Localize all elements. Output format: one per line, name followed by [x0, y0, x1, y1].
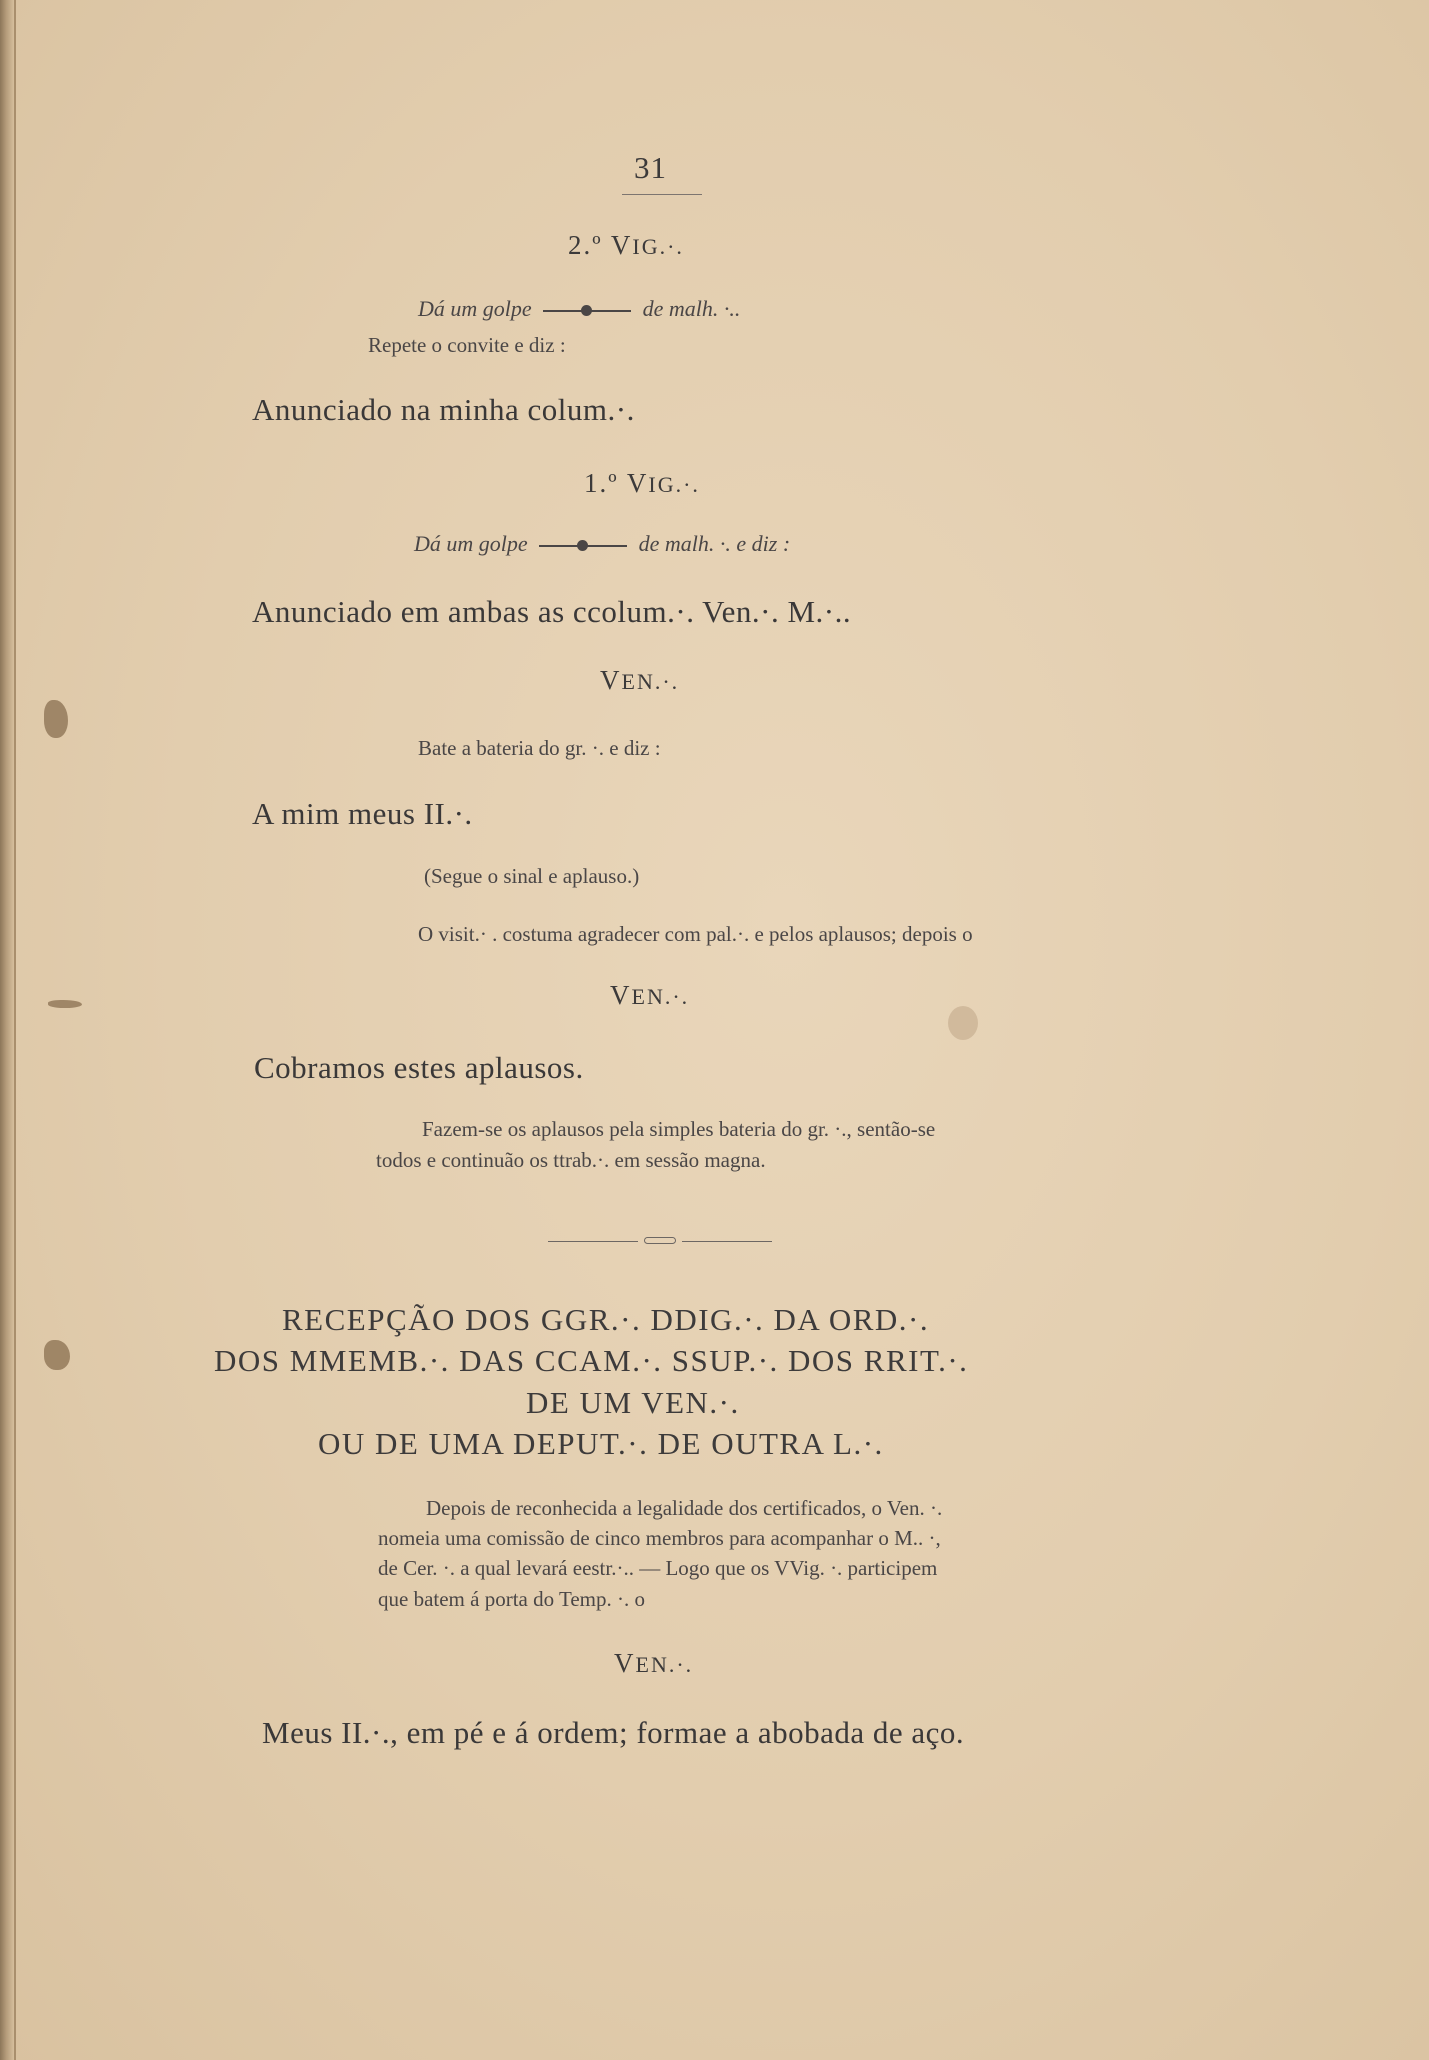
paper-tear-mark: [44, 1340, 70, 1370]
section-heading-line-3: DE UM VEN.·.: [526, 1385, 740, 1420]
stage-direction-golpe-2: [414, 531, 790, 557]
binding-edge: [14, 0, 16, 2060]
speaker-suffix: EN.·.: [631, 984, 690, 1009]
stage-direction-depois-line-2: nomeia uma comissão de cinco membros para acompanhar o M.. ·,: [378, 1526, 941, 1550]
paper-tear-mark: [48, 1000, 82, 1008]
stage-direction-depois-line-1: Depois de reconhecida a legalidade dos certificados, o Ven. ·.: [426, 1496, 943, 1520]
speech-anunciado-colum: Anunciado na minha colum.·.: [252, 392, 635, 427]
speech-meus-irmaos: Meus II.·., em pé e á ordem; formae a abobada de aço.: [262, 1715, 965, 1750]
speaker-second-vigilant: [568, 230, 684, 261]
speaker-prefix: 1.º V: [584, 468, 649, 498]
section-heading-line-1: RECEPÇÃO DOS GGR.·. DDIG.·. DA ORD.·.: [282, 1302, 930, 1337]
stage-direction-golpe-1: [418, 296, 740, 322]
mallet-icon: [543, 304, 631, 318]
speaker-prefix: V: [614, 1648, 636, 1678]
section-divider-ornament: [548, 1239, 772, 1245]
speaker-prefix: 2.º V: [568, 230, 633, 260]
speaker-venerable-1: [600, 665, 679, 696]
paper-tear-mark: [44, 700, 68, 738]
mallet-icon: [539, 539, 627, 553]
speaker-prefix: V: [610, 980, 632, 1010]
stage-direction-segue: (Segue o sinal e aplauso.): [424, 864, 640, 888]
stage-direction-depois-line-4: que batem á porta do Temp. ·. o: [378, 1587, 645, 1611]
malh-text: de malh. ·..: [642, 296, 741, 321]
speaker-venerable-3: [614, 1648, 693, 1679]
stage-direction-depois-line-3: de Cer. ·. a qual levará eestr.·.. — Logo que os VVig. ·. participem: [378, 1556, 938, 1580]
stage-direction-fazem-line-1: Fazem-se os aplausos pela simples bateria do gr. ·., sentão-se: [422, 1117, 936, 1141]
page-number: 31: [634, 150, 667, 185]
section-heading-line-4: OU DE UMA DEPUT.·. DE OUTRA L.·.: [318, 1426, 884, 1461]
speaker-suffix: EN.·.: [635, 1652, 694, 1677]
stage-direction-bate: Bate a bateria do gr. ·. e diz :: [418, 736, 661, 760]
page-binding: [0, 0, 14, 2060]
speaker-first-vigilant: [584, 468, 700, 499]
speaker-suffix: IG.·.: [632, 234, 684, 259]
malh-text: de malh. ·. e diz :: [638, 531, 791, 556]
golpe-text: Dá um golpe: [418, 296, 532, 321]
stage-direction-visit: O visit.· . costuma agradecer com pal.·. e pelos aplausos; depois o: [418, 922, 973, 946]
speech-cobramos: Cobramos estes aplausos.: [254, 1050, 584, 1085]
speaker-prefix: V: [600, 665, 622, 695]
paper-stain: [948, 1006, 978, 1040]
speaker-suffix: IG.·.: [648, 472, 700, 497]
speech-anunciado-ambas: Anunciado em ambas as ccolum.·. Ven.·. M.·..: [252, 594, 852, 629]
page-number-rule: [622, 194, 702, 195]
speaker-suffix: EN.·.: [621, 669, 680, 694]
stage-direction-repete: Repete o convite e diz :: [368, 333, 566, 357]
golpe-text: Dá um golpe: [414, 531, 528, 556]
stage-direction-fazem-line-2: todos e continuão os ttrab.·. em sessão magna.: [376, 1148, 766, 1172]
speaker-venerable-2: [610, 980, 689, 1011]
speech-a-mim: A mim meus II.·.: [252, 796, 473, 831]
section-heading-line-2: DOS MMEMB.·. DAS CCAM.·. SSUP.·. DOS RRIT.·.: [214, 1343, 969, 1378]
